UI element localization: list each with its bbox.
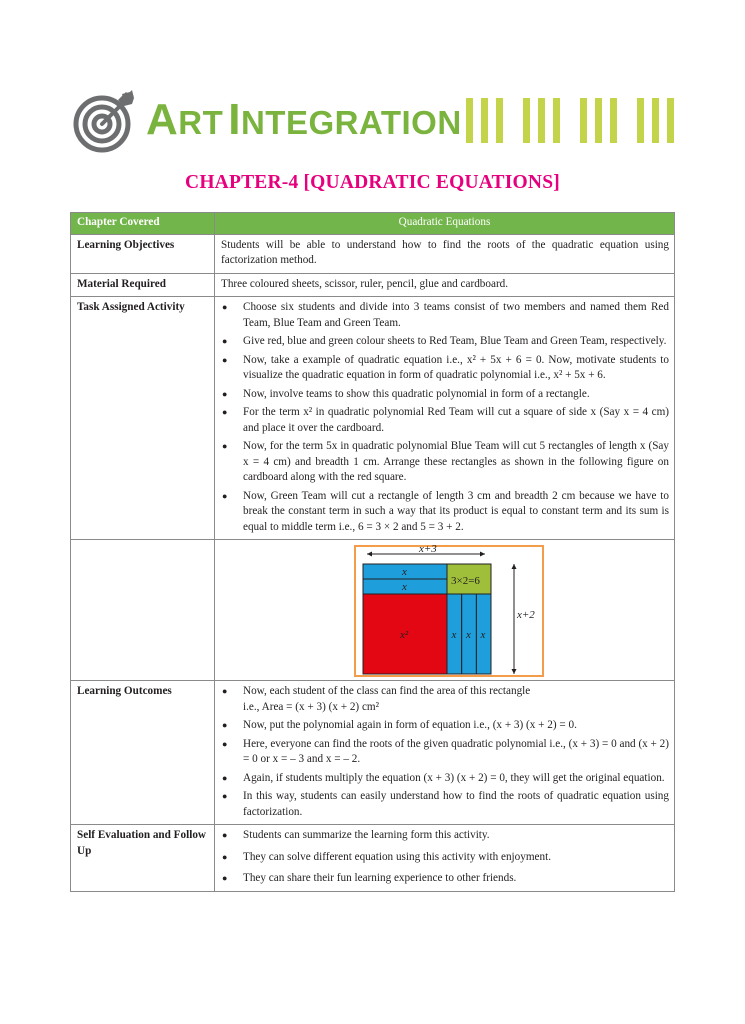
figure-empty-label [71, 540, 215, 681]
list-item: ● Give red, blue and green colour sheets to Red Team, Blue Team and Green Team, respectively. [221, 334, 669, 350]
list-item: ● Again, if students multiply the equation (x + 3) (x + 2) = 0, they will get the original equation. [221, 771, 669, 787]
area-formula: i.e., Area = (x + 3) (x + 2) cm² [243, 700, 379, 713]
row-learning-outcomes [71, 681, 675, 825]
header-chapter-covered: Chapter Covered [71, 213, 215, 235]
decorative-bar [667, 98, 674, 143]
list-item: ● Now, take a example of quadratic equation i.e., x² + 5x + 6 = 0. Now, motivate students to visualize the quadratic equation in form of quadratic polynomial i.e., x² + 5x + 6. [221, 353, 669, 384]
list-item: ● Here, everyone can find the roots of the given quadratic polynomial i.e., (x + 3) = 0 and (x + 2) = 0 or x = – 3 and x = – 2. [221, 737, 669, 768]
area-model-figure [353, 544, 545, 678]
list-item: ● Choose six students and divide into 3 teams consist of two members and named them Red Team, Blue Team and Green Team. [221, 300, 669, 331]
outcomes-list [221, 684, 669, 820]
list-item: ● Now, Green Team will cut a rectangle of length 3 cm and breadth 2 cm because we have to break the constant term in such a way that its product is equal to constant term and its sum is equal to middle term i.e., 6 = 3 × 2 and 5 = 3 + 2. [221, 489, 669, 536]
task-list [221, 300, 669, 535]
activity-table [70, 212, 675, 892]
list-item: ● They can share their fun learning experience to other friends. [221, 871, 669, 887]
list-item: ● Now, for the term 5x in quadratic polynomial Blue Team will cut 5 rectangles of length x (Say x = 4 cm) and breadth 1 cm. Arrange these rectangles as shown in the following figure on cardboard along with the red square. [221, 439, 669, 486]
red-square-label: x² [400, 629, 409, 641]
strip-label: x [402, 566, 407, 578]
row-learning-objectives [71, 234, 675, 273]
decorative-bar [481, 98, 488, 143]
strip-label: x [451, 629, 457, 641]
row-figure [71, 540, 675, 681]
figure-cell [215, 540, 675, 681]
row-material-required [71, 273, 675, 297]
list-item: ● Students can summarize the learning form this activity. [221, 828, 669, 844]
decorative-bar [553, 98, 560, 143]
decorative-bar [637, 98, 644, 143]
row-self-evaluation [71, 825, 675, 892]
side-arrow-bottom [512, 669, 517, 674]
decorative-bar [652, 98, 659, 143]
header-chapter-name: Quadratic Equations [215, 213, 675, 235]
decorative-bars [466, 98, 680, 143]
art-integration-title: ART INTEGRATION [146, 95, 462, 144]
decorative-bar [580, 98, 587, 143]
material-required-text: Three coloured sheets, scissor, ruler, pencil, glue and cardboard. [215, 273, 675, 297]
list-item [221, 684, 669, 715]
outcome-text: Now, each student of the class can find the area of this rectangle [243, 685, 531, 697]
decorative-bar [496, 98, 503, 143]
decorative-bar [595, 98, 602, 143]
top-arrow-right [480, 552, 485, 557]
learning-objectives-label: Learning Objectives [71, 234, 215, 273]
list-item: ● Now, put the polynomial again in form of equation i.e., (x + 3) (x + 2) = 0. [221, 718, 669, 734]
strip-label: x [480, 629, 486, 641]
task-assigned-cell [215, 297, 675, 540]
material-required-label: Material Required [71, 273, 215, 297]
list-item: ● Now, involve teams to show this quadratic polynomial in form of a rectangle. [221, 387, 669, 403]
target-arrow-icon [72, 88, 138, 154]
decorative-bar [466, 98, 473, 143]
learning-outcomes-label: Learning Outcomes [71, 681, 215, 825]
table-header-row [71, 213, 675, 235]
decorative-bar [523, 98, 530, 143]
strip-label: x [402, 581, 407, 593]
list-item: ● They can solve different equation using this activity with enjoyment. [221, 850, 669, 866]
self-evaluation-cell [215, 825, 675, 892]
chapter-title: CHAPTER-4 [QUADRATIC EQUATIONS] [185, 172, 560, 193]
decorative-bar [610, 98, 617, 143]
self-evaluation-label: Self Evaluation and Follow Up [71, 825, 215, 892]
top-dimension-label: x+3 [419, 544, 437, 555]
row-task-assigned [71, 297, 675, 540]
decorative-bar [538, 98, 545, 143]
learning-outcomes-cell [215, 681, 675, 825]
strip-label: x [466, 629, 471, 641]
learning-objectives-text: Students will be able to understand how to find the roots of the quadratic equation using factorization method. [215, 234, 675, 273]
page-header [0, 0, 745, 165]
side-arrow-top [512, 564, 517, 569]
self-evaluation-list [221, 828, 669, 887]
side-dimension-label: x+2 [517, 609, 535, 621]
green-rectangle-label: 3×2=6 [451, 575, 480, 587]
list-item: ● For the term x² in quadratic polynomial Red Team will cut a square of side x (Say x = 4 cm) and place it over the cardboard. [221, 405, 669, 436]
list-item: ● In this way, students can easily understand how to find the roots of quadratic equation using factorization. [221, 789, 669, 820]
top-arrow-left [367, 552, 372, 557]
task-assigned-label: Task Assigned Activity [71, 297, 215, 540]
